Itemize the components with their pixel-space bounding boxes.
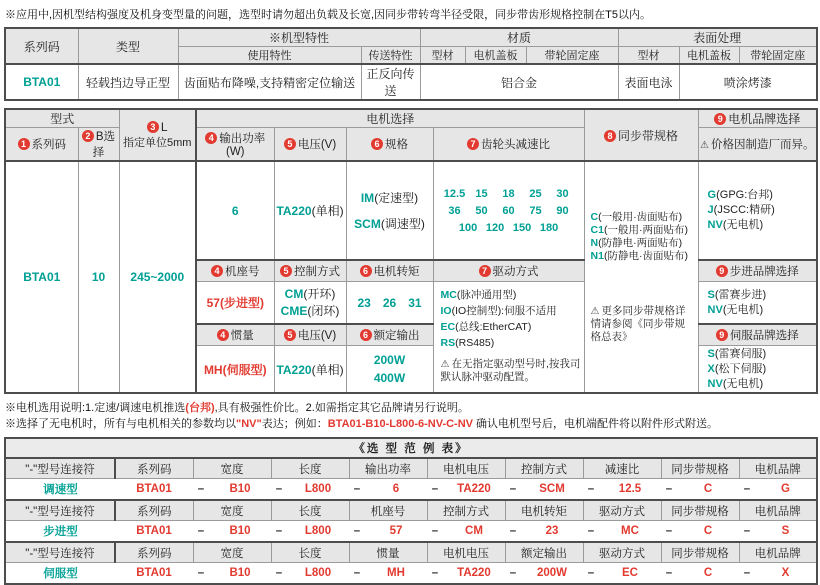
list-item: 25: [529, 188, 542, 200]
list-item: CME(闭环): [280, 303, 340, 318]
text-segment: ,具有极强性价比。2.如需指定其它品牌请另行说明。: [214, 402, 469, 414]
text-segment: (台邦): [185, 402, 215, 414]
cell-belt-specs: [584, 161, 698, 393]
example-data-row: [5, 563, 817, 585]
spec-sub-seat: 带轮固定座: [526, 47, 618, 65]
example-header-cell: 电机品牌: [739, 458, 817, 479]
list-item: NV(无电机): [707, 377, 764, 390]
example-header-cell: 长度: [271, 542, 349, 563]
warning-icon: ⚠: [700, 140, 710, 151]
list-item: 15: [475, 188, 488, 200]
example-value: L800: [287, 521, 349, 543]
hdr-inertia: 4 惯量: [196, 324, 274, 346]
example-header-cell: 宽度: [193, 500, 271, 521]
example-value: B10: [209, 521, 271, 543]
warning-icon: ⚠: [440, 359, 450, 370]
spec-surface-paint-value: 喷涂烤漆: [679, 64, 817, 100]
example-value: C: [677, 563, 739, 585]
example-header-cell: 减速比: [583, 458, 661, 479]
list-item: EC(总线:EtherCAT): [440, 321, 532, 333]
example-value: L800: [287, 563, 349, 585]
hdr-belt: 8 同步带规格: [584, 109, 698, 161]
example-header-cell: 宽度: [193, 542, 271, 563]
hdr-brand-note: ⚠ 价格因制造厂而异。: [698, 128, 817, 162]
spec-transfer-value: 正反向传送: [361, 64, 420, 100]
example-value: BTA01: [115, 563, 193, 585]
dash-separator: –: [739, 563, 755, 585]
dash-separator: –: [583, 521, 599, 543]
list-item: 180: [539, 222, 559, 234]
example-value: X: [755, 563, 817, 585]
example-value: B10: [209, 563, 271, 585]
example-header-cell: 控制方式: [505, 458, 583, 479]
dash-separator: –: [739, 521, 755, 543]
list-item: NV(无电机): [707, 219, 764, 231]
cell-inertia: MH(伺服型): [196, 346, 274, 394]
list-item: 50: [475, 205, 488, 217]
example-value: CM: [443, 521, 505, 543]
example-value: 12.5: [599, 479, 661, 501]
num-icon: 7: [479, 265, 491, 277]
note-motor-selection: [5, 400, 816, 416]
example-header-cell: 长度: [271, 458, 349, 479]
example-header-cell: 同步带规格: [661, 458, 739, 479]
cell-spec: [346, 161, 433, 260]
list-item: 400W: [373, 371, 406, 385]
hdr-power: 4 输出功率(W): [196, 128, 274, 162]
dash-separator: –: [583, 479, 599, 501]
spec-sub-transfer: 传送特性: [361, 47, 420, 65]
body-l: 245~2000: [119, 161, 196, 393]
dash-separator: –: [349, 563, 365, 585]
list-item: G(GPG:台邦): [707, 189, 773, 201]
spec-sub-cover2: 电机盖板: [679, 47, 739, 65]
body-series: BTA01: [5, 161, 78, 393]
body-b: 10: [78, 161, 119, 393]
text-segment: 表达；例如：: [261, 418, 328, 430]
text-segment: BTA01-B10-L800-6-NV-C-NV: [327, 418, 473, 430]
example-header-cell: 电机电压: [427, 458, 505, 479]
num-icon: 9: [716, 265, 728, 277]
example-value: B10: [209, 479, 271, 501]
hdr-frame: 4 机座号: [196, 260, 274, 282]
cell-ctrl: [274, 282, 346, 325]
list-item: IM(定速型): [360, 190, 419, 205]
num-icon: 7: [467, 138, 479, 150]
example-value: S: [755, 521, 817, 543]
dash-separator: –: [505, 521, 521, 543]
num-icon: 3: [147, 121, 159, 133]
spec-col-type: 类型: [78, 28, 178, 64]
example-header-cell: 系列码: [115, 458, 193, 479]
hdr-spec: 6 规格: [346, 128, 433, 162]
drive-note: ⚠ 在无指定驱动型号时,按我司默认脉冲驱动配置。: [440, 358, 581, 383]
spec-sub-profile: 型材: [420, 47, 465, 65]
hdr-ratio: 7 齿轮头减速比: [433, 128, 584, 162]
list-item: S(雷赛伺服): [707, 347, 767, 360]
example-header-row: [5, 542, 817, 563]
text-segment: 确认电机型号后，电机端配件将以附件形式附送。: [473, 418, 719, 430]
example-header-cell: 电机品牌: [739, 500, 817, 521]
num-icon: 4: [205, 132, 217, 144]
example-value: MC: [599, 521, 661, 543]
example-header-cell: 电机品牌: [739, 542, 817, 563]
example-data-row: [5, 479, 817, 501]
dash-separator: –: [505, 479, 521, 501]
num-icon: 2: [82, 130, 94, 142]
example-header-cell: 驱动方式: [583, 542, 661, 563]
hdr-ctrl: 5 控制方式: [274, 260, 346, 282]
cell-brand-servo: [698, 346, 817, 394]
example-header-cell: 额定输出: [505, 542, 583, 563]
example-header-cell: "-"型号连接符: [5, 458, 115, 479]
cell-drive-modes: [433, 282, 584, 394]
example-data-row: [5, 521, 817, 543]
list-item: 23: [357, 295, 371, 310]
list-item: 60: [502, 205, 515, 217]
num-icon: 9: [714, 113, 726, 125]
list-item: 30: [556, 188, 569, 200]
spec-material-value: 铝合金: [420, 64, 618, 100]
spec-surface-profile-value: 表面电泳: [618, 64, 679, 100]
dash-separator: –: [349, 521, 365, 543]
dash-separator: –: [193, 521, 209, 543]
hdr-series: 1 系列码: [5, 128, 78, 162]
hdr-rated: 6 额定输出: [346, 324, 433, 346]
list-item: S(雷赛步进): [707, 288, 767, 301]
list-item: 75: [529, 205, 542, 217]
cell-torque: [346, 282, 433, 325]
list-item: 120: [485, 222, 505, 234]
text-segment: ※电机选用说明:1.定速/调速电机推选: [5, 402, 186, 414]
example-header-cell: 宽度: [193, 458, 271, 479]
list-item: C(一般用·齿面贴布): [590, 210, 683, 223]
top-note: ※应用中,因机型结构强度及机身变型量的问题，选型时请勿超出负载及长宽,因同步带转弯半径受限，同步带齿形规格控制在T5以内。: [5, 9, 651, 21]
list-item: MC(脉冲通用型): [440, 289, 517, 301]
example-header-cell: "-"型号连接符: [5, 542, 115, 563]
list-item: N1(防静电·齿面贴布): [590, 249, 688, 262]
list-item: 12.5: [443, 188, 466, 200]
spec-series-value: BTA01: [5, 64, 78, 100]
spec-sub-profile2: 型材: [618, 47, 679, 65]
num-icon: 1: [18, 138, 30, 150]
dash-separator: –: [193, 563, 209, 585]
num-icon: 6: [360, 265, 372, 277]
dash-separator: –: [661, 521, 677, 543]
example-value: C: [677, 479, 739, 501]
hdr-b-select: 2 B选择: [78, 128, 119, 162]
list-item: SCM(调速型): [354, 216, 425, 231]
spec-group-material: 材质: [420, 28, 618, 47]
hdr-stepper-brand: 9 步进品牌选择: [698, 260, 817, 282]
spec-use-value: 齿面贴布降噪,支持精密定位输送: [178, 64, 361, 100]
example-value: TA220: [443, 479, 505, 501]
cell-frame: 57(步进型): [196, 282, 274, 325]
example-value: 200W: [521, 563, 583, 585]
hdr-drive: 7 驱动方式: [433, 260, 584, 282]
example-label: 步进型: [5, 521, 115, 543]
num-icon: 8: [604, 130, 616, 142]
list-item: 90: [556, 205, 569, 217]
text-segment: "NV": [236, 418, 262, 430]
example-value: EC: [599, 563, 661, 585]
example-header-cell: 系列码: [115, 542, 193, 563]
hdr-model: 型式: [5, 109, 119, 128]
warning-icon: ⚠: [590, 305, 600, 317]
list-item: 100: [458, 222, 478, 234]
ratio-row: [434, 219, 584, 236]
list-item: X(松下伺服): [707, 362, 767, 375]
cell-ratios: [433, 161, 584, 260]
spec-group-feature: ※机型特性: [178, 28, 420, 47]
example-label: 伺服型: [5, 563, 115, 585]
cell-voltage: TA220(单相): [274, 161, 346, 260]
list-item: 150: [512, 222, 532, 234]
cell-voltage2: TA220(单相): [274, 346, 346, 394]
ratio-row: [434, 185, 584, 202]
example-header-cell: 电机转矩: [505, 500, 583, 521]
spec-type-value: 轻载挡边导正型: [78, 64, 178, 100]
note-no-motor: [5, 416, 816, 432]
dash-separator: –: [271, 479, 287, 501]
belt-note: ⚠ 更多同步带规格详情请参阅《同步带规格总表》: [590, 304, 686, 343]
dash-separator: –: [427, 479, 443, 501]
example-value: TA220: [443, 563, 505, 585]
dash-separator: –: [427, 521, 443, 543]
example-value: 23: [521, 521, 583, 543]
example-header-cell: 同步带规格: [661, 500, 739, 521]
dash-separator: –: [661, 563, 677, 585]
dash-separator: –: [661, 479, 677, 501]
cell-rated: [346, 346, 433, 394]
example-value: G: [755, 479, 817, 501]
list-item: RS(RS485): [440, 337, 495, 349]
num-icon: 6: [360, 329, 372, 341]
hdr-voltage: 5 电压(V): [274, 128, 346, 162]
example-label: 调速型: [5, 479, 115, 501]
num-icon: 5: [284, 329, 296, 341]
example-header-cell: 系列码: [115, 500, 193, 521]
cell-power: 6: [196, 161, 274, 260]
example-header-cell: 输出功率: [349, 458, 427, 479]
dash-separator: –: [427, 563, 443, 585]
hdr-torque: 6 电机转矩: [346, 260, 433, 282]
example-header-cell: 同步带规格: [661, 542, 739, 563]
list-item: 200W: [373, 353, 406, 367]
dash-separator: –: [271, 563, 287, 585]
num-icon: 9: [716, 329, 728, 341]
example-header-cell: "-"型号连接符: [5, 500, 115, 521]
dash-separator: –: [349, 479, 365, 501]
list-item: IO(IO控制型):伺服不适用: [440, 305, 557, 317]
notes: [4, 398, 816, 437]
list-item: C1(一般用·两面贴布): [590, 223, 688, 236]
num-icon: 5: [280, 265, 292, 277]
example-header-cell: 机座号: [349, 500, 427, 521]
dash-separator: –: [583, 563, 599, 585]
dash-separator: –: [271, 521, 287, 543]
num-icon: 6: [371, 138, 383, 150]
num-icon: 4: [211, 265, 223, 277]
example-header-cell: 电机电压: [427, 542, 505, 563]
num-icon: 4: [217, 329, 229, 341]
example-value: MH: [365, 563, 427, 585]
example-value: BTA01: [115, 521, 193, 543]
page: [4, 4, 816, 585]
list-item: 26: [382, 295, 397, 310]
hdr-length: 3 L 指定单位5mm: [119, 109, 196, 161]
spec-group-surface: 表面处理: [618, 28, 817, 47]
list-item: 31: [408, 295, 422, 310]
ratio-row: [434, 202, 584, 219]
list-item: 18: [502, 188, 515, 200]
example-value: BTA01: [115, 479, 193, 501]
hdr-motor-group: 电机选择: [196, 109, 584, 128]
example-header-cell: 惯量: [349, 542, 427, 563]
list-item: NV(无电机): [707, 303, 764, 316]
example-header-cell: 驱动方式: [583, 500, 661, 521]
dash-separator: –: [505, 563, 521, 585]
selection-table: [4, 108, 818, 394]
example-value: SCM: [521, 479, 583, 501]
hdr-servo-brand: 9 伺服品牌选择: [698, 324, 817, 346]
example-value: C: [677, 521, 739, 543]
hdr-brand: 9 电机品牌选择: [698, 109, 817, 128]
example-header-cell: 控制方式: [427, 500, 505, 521]
spec-col-series: 系列码: [5, 28, 78, 64]
list-item: 36: [448, 205, 461, 217]
list-item: J(JSCC:精研): [707, 204, 775, 216]
spec-sub-use: 使用特性: [178, 47, 361, 65]
example-header-cell: 长度: [271, 500, 349, 521]
example-title: 《选 型 范 例 表》: [5, 438, 817, 458]
spec-table: [4, 27, 818, 101]
cell-brand-stepper: [698, 282, 817, 325]
example-value: 6: [365, 479, 427, 501]
spec-sub-seat2: 带轮固定座: [739, 47, 817, 65]
cell-brand-motor: [698, 161, 817, 260]
num-icon: 5: [284, 138, 296, 150]
example-value: 57: [365, 521, 427, 543]
example-header-row: [5, 500, 817, 521]
dash-separator: –: [739, 479, 755, 501]
example-value: L800: [287, 479, 349, 501]
list-item: CM(开环): [284, 286, 336, 301]
text-segment: ※选择了无电机时，所有与电机相关的参数均以: [5, 418, 236, 430]
list-item: N(防静电·两面贴布): [590, 236, 683, 249]
hdr-voltage2: 5 电压(V): [274, 324, 346, 346]
spec-sub-cover: 电机盖板: [465, 47, 526, 65]
example-header-row: [5, 458, 817, 479]
dash-separator: –: [193, 479, 209, 501]
